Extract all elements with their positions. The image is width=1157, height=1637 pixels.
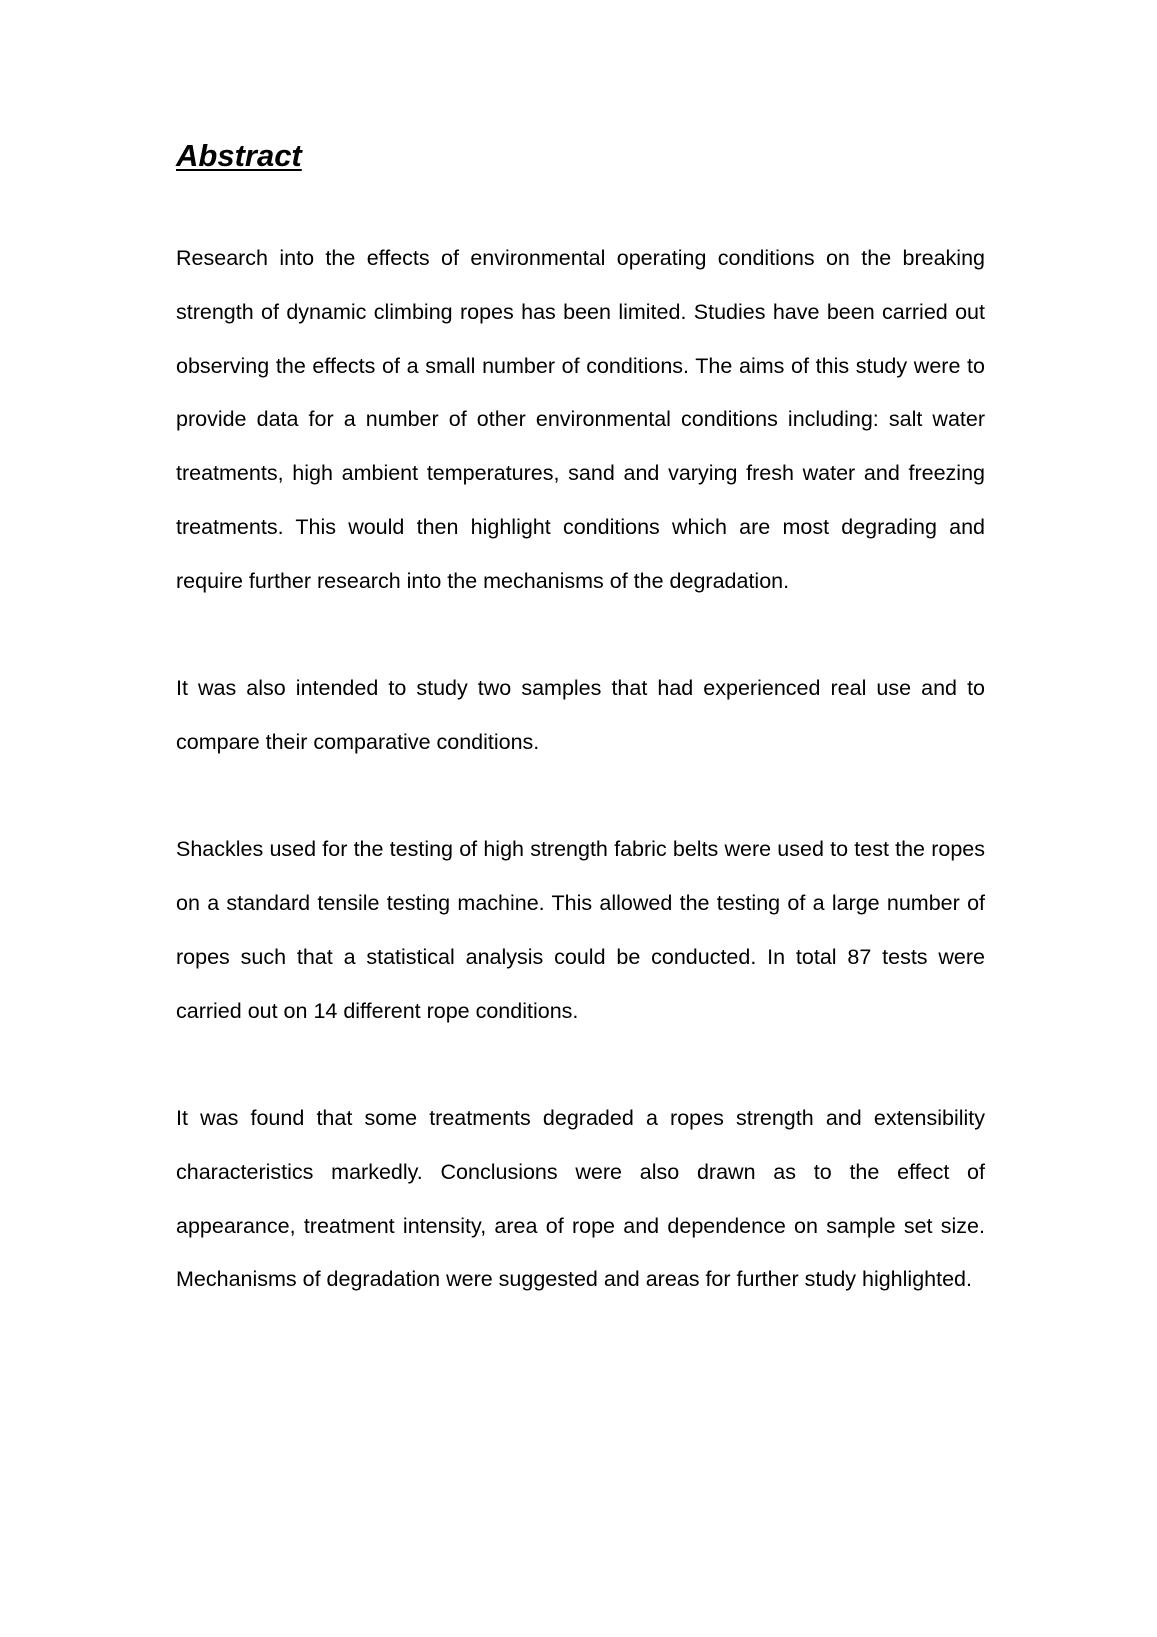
abstract-paragraph-2: It was also intended to study two samples that had experienced real use and to compare their comparative conditions.: [176, 676, 985, 754]
abstract-heading: Abstract: [176, 138, 302, 173]
abstract-paragraph-4: It was found that some treatments degraded a ropes strength and extensibility characteristics markedly. Conclusions were also drawn as to the effect of appearance, treatment intensity, area of rope and dependence on sample set size. Mechanisms of degradation were suggested and areas for further study highlighted.: [176, 1106, 985, 1292]
abstract-paragraph-3: Shackles used for the testing of high strength fabric belts were used to test the ropes on a standard tensile testing machine. This allowed the testing of a large number of ropes such that a statistical analysis could be conducted. In total 87 tests were carried out on 14 different rope conditions.: [176, 837, 985, 1023]
abstract-section: [176, 136, 985, 1307]
abstract-paragraph-1: Research into the effects of environmental operating conditions on the breaking strength of dynamic climbing ropes has been limited. Studies have been carried out observing the effects of a small number of conditions. The aims of this study were to provide data for a number of other environmental conditions including: salt water treatments, high ambient temperatures, sand and varying fresh water and freezing treatments. This would then highlight conditions which are most degrading and require further research into the mechanisms of the degradation.: [176, 246, 985, 593]
